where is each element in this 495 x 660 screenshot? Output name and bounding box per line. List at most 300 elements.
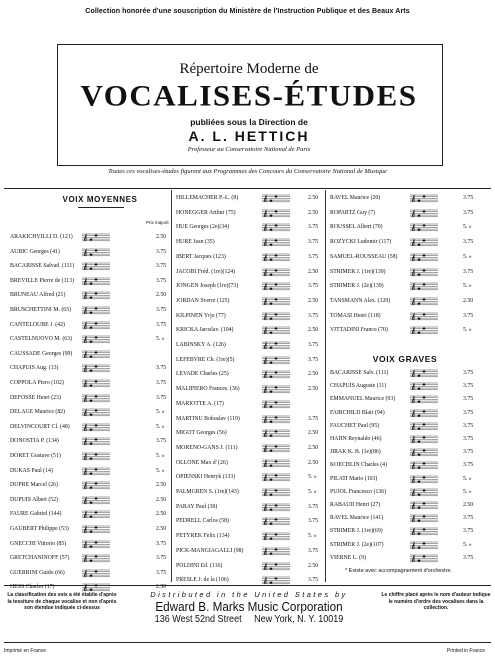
tessitura-staff-icon — [82, 277, 110, 286]
tessitura-staff-icon — [262, 547, 290, 556]
tessitura-staff-icon — [82, 452, 110, 461]
tessitura-staff-icon — [262, 576, 290, 585]
price: 3.75 — [156, 569, 167, 576]
tessitura-staff-icon — [410, 409, 438, 418]
composer-name: EMMANUEL Maurice (93) — [330, 396, 396, 403]
price: 3.75 — [308, 253, 319, 260]
price: 3.75 — [463, 528, 474, 535]
composer-name: GRETCHANINOFF (57) — [10, 555, 70, 562]
price: 3.75 — [156, 277, 167, 284]
list-item — [176, 443, 326, 454]
price: 2.50 — [156, 292, 167, 299]
composer-name: MARIOTTE A. (17) — [176, 400, 224, 407]
composer-name: RAVEL Maurice (20) — [330, 195, 381, 201]
price: 2.50 — [156, 496, 167, 503]
composer-name: KILPINEN Yrjo (77) — [176, 312, 226, 319]
price: 3.75 — [308, 415, 319, 422]
price: 3.75 — [463, 268, 474, 275]
list-item — [176, 325, 326, 336]
tessitura-staff-icon — [82, 335, 110, 344]
tessitura-staff-icon — [82, 394, 110, 403]
list-item — [176, 369, 326, 380]
price: 5. » — [463, 283, 472, 290]
tessitura-staff-icon — [410, 422, 438, 431]
composer-name: CANTELOUBE J. (42) — [10, 321, 65, 328]
list-item — [10, 539, 174, 550]
tessitura-staff-icon — [410, 501, 438, 510]
list-item — [330, 513, 481, 524]
price: 2.50 — [308, 386, 319, 393]
list-item — [10, 524, 174, 535]
list-item — [330, 394, 481, 405]
price: 3.75 — [463, 396, 474, 403]
composer-name: DUPRE Marcel (26) — [10, 482, 58, 489]
composer-name: AUBIC Georges (41) — [10, 248, 60, 255]
tessitura-staff-icon — [262, 282, 290, 291]
composer-name: CHAPUIS Auguste (11) — [330, 383, 387, 390]
list-item — [176, 252, 326, 263]
list-item — [330, 267, 481, 278]
composer-name: GUERRINI Guido (66) — [10, 569, 65, 576]
list-item — [10, 247, 174, 258]
price: 3.75 — [308, 239, 319, 246]
tessitura-staff-icon — [262, 488, 290, 497]
price: 2.50 — [463, 502, 474, 508]
list-item — [330, 368, 481, 379]
list-item — [330, 434, 481, 445]
price: 5. » — [156, 423, 165, 430]
list-item — [330, 208, 481, 219]
list-item — [176, 311, 326, 322]
price: 3.75 — [156, 321, 167, 328]
price: 5. » — [463, 327, 472, 334]
price: 2.50 — [308, 195, 319, 201]
price: 2.50 — [308, 209, 319, 216]
title-line-3: publiées sous la Direction de — [190, 117, 308, 127]
list-item — [10, 451, 174, 462]
list-item — [176, 281, 326, 292]
tessitura-staff-icon — [82, 540, 110, 549]
price: 5. » — [156, 453, 165, 459]
price: 2.50 — [156, 482, 167, 489]
list-item — [10, 553, 174, 564]
tessitura-staff-icon — [262, 223, 290, 232]
tessitura-staff-icon — [410, 514, 438, 523]
tessitura-staff-icon — [82, 321, 110, 330]
tessitura-staff-icon — [262, 209, 290, 218]
tessitura-staff-icon — [410, 268, 438, 277]
list-item — [10, 422, 174, 433]
list-item — [10, 480, 174, 491]
tessitura-staff-icon — [82, 408, 110, 417]
price: 3.75 — [463, 449, 474, 456]
list-item — [10, 495, 174, 506]
tessitura-staff-icon — [410, 435, 438, 444]
price: 5. » — [463, 475, 472, 482]
tessitura-staff-icon — [410, 326, 438, 335]
tessitura-staff-icon — [410, 297, 438, 306]
composer-name: DEFOSSE Henri (23) — [10, 394, 61, 401]
composer-name: PEDRELL Carlos (58) — [176, 518, 229, 525]
list-item — [176, 399, 326, 410]
composer-name: PARAY Paul (38) — [176, 503, 218, 510]
list-item — [330, 421, 481, 432]
tessitura-staff-icon — [82, 554, 110, 563]
list-item — [10, 334, 174, 345]
price: 3.75 — [156, 394, 167, 401]
composer-name: STRIMER J. (2e)(107) — [330, 541, 384, 548]
composer-name: MALIPIERO Frances. (36) — [176, 386, 240, 393]
tessitura-staff-icon — [410, 194, 438, 203]
composer-name: MIGOT Georges (56) — [176, 430, 227, 437]
tessitura-staff-icon — [82, 423, 110, 432]
tessitura-staff-icon — [410, 223, 438, 232]
price: 3.75 — [463, 554, 474, 561]
price: 3.75 — [463, 383, 474, 390]
price: 3.75 — [308, 356, 319, 363]
composer-name: BACARISSE Salvad. (111) — [10, 263, 75, 270]
printed-left: Imprimé en France — [4, 648, 46, 654]
composer-name: DELAGE Maurice (82) — [10, 409, 66, 416]
list-item — [330, 325, 481, 336]
list-item — [10, 378, 174, 389]
price: 3.75 — [463, 239, 474, 246]
heading-voix-graves: VOIX GRAVES — [372, 354, 438, 364]
price: 3.75 — [156, 365, 167, 372]
list-item — [330, 252, 481, 263]
tessitura-staff-icon — [262, 562, 290, 571]
price: 3.75 — [156, 263, 167, 270]
price: 2.50 — [308, 371, 319, 378]
composer-name: PRESLE J. de la (106) — [176, 577, 229, 584]
price: 2.50 — [308, 444, 319, 451]
composer-name: JIRAK K. B. (1e)(86) — [330, 449, 381, 456]
list-item — [176, 340, 326, 351]
composer-name: HESS Charles (17) — [10, 584, 55, 591]
price: 3.75 — [463, 422, 474, 429]
composer-name: JONGEN Joseph (1re)(73) — [176, 283, 239, 290]
heading-underline — [78, 207, 124, 208]
list-item — [10, 320, 174, 331]
list-item — [176, 296, 326, 307]
composer-name: JACOBI Fréd. (1re)(124) — [176, 268, 236, 275]
composer-name: DONOSTIA P. (134) — [10, 438, 59, 445]
price: 2.50 — [156, 511, 167, 518]
list-item — [176, 222, 326, 233]
composer-name: SAMUEL-ROUSSEAU (58) — [330, 253, 398, 260]
tessitura-staff-icon — [410, 448, 438, 457]
composer-name: LEVADE Charles (25) — [176, 371, 229, 378]
composer-name: DELVINCOURT Cl. (48) — [10, 423, 70, 430]
collection-note: Collection honorée d'une souscription du Ministère de l'Instruction Publique et des Beaux Arts — [85, 8, 410, 15]
tessitura-staff-icon — [262, 297, 290, 306]
tessitura-staff-icon — [410, 238, 438, 247]
list-item — [330, 447, 481, 458]
tessitura-staff-icon — [262, 473, 290, 482]
distributor-line: Distributed in the United States by — [150, 590, 348, 599]
price: 3.75 — [308, 518, 319, 525]
list-item — [176, 531, 326, 542]
list-item — [330, 237, 481, 248]
tessitura-staff-icon — [82, 496, 110, 505]
composer-name: VITTADINI Franco (70) — [330, 327, 388, 334]
top-rule — [4, 188, 491, 189]
tessitura-staff-icon — [410, 253, 438, 262]
composer-name: FAURE Gabriel (144) — [10, 511, 62, 518]
tessitura-staff-icon — [82, 379, 110, 388]
price: 3.75 — [463, 436, 474, 442]
tessitura-staff-icon — [262, 459, 290, 468]
tessitura-staff-icon — [410, 282, 438, 291]
program-note: Toutes ces vocalises-études figurent aux Programmes des Concours du Conservatoire National de Musique — [108, 168, 387, 175]
tessitura-staff-icon — [82, 481, 110, 490]
price: 3.75 — [463, 370, 474, 376]
price: 3.75 — [156, 438, 167, 445]
tessitura-staff-icon — [410, 369, 438, 378]
price: 3.75 — [463, 409, 474, 416]
list-item — [176, 428, 326, 439]
tessitura-staff-icon — [82, 306, 110, 315]
prix-majore-label: Prix majoré — [146, 220, 169, 225]
composer-name: ARAKICHVILLI D. (121) — [10, 234, 73, 240]
composer-name: PILATI Mario (103) — [330, 475, 378, 482]
composer-name: STRIMER J. (1re)(69) — [330, 528, 383, 535]
price: 5. » — [156, 336, 165, 343]
tessitura-staff-icon — [410, 488, 438, 497]
composer-name: POLDINI Ed. (116) — [176, 562, 223, 569]
list-item — [10, 466, 174, 477]
composer-name: STRIMER J. (2e)(139) — [330, 283, 384, 290]
price: 3.75 — [308, 503, 319, 510]
list-item — [176, 516, 326, 527]
page-title: VOCALISES-ÉTUDES — [80, 78, 418, 113]
composer-name: CHAPUIS Aug. (13) — [10, 365, 59, 372]
editor-name: A. L. HETTICH — [188, 128, 310, 144]
composer-name: GAUBERT Philippe (53) — [10, 526, 69, 532]
printed-right: Printed in France — [446, 648, 485, 654]
price: 2.50 — [156, 584, 167, 591]
tessitura-staff-icon — [262, 370, 290, 379]
price: 3.75 — [308, 283, 319, 290]
tessitura-staff-icon — [262, 238, 290, 247]
tessitura-staff-icon — [82, 510, 110, 519]
price: 3.75 — [308, 312, 319, 319]
price: 3.75 — [308, 224, 319, 231]
list-item — [176, 384, 326, 395]
list-item — [10, 290, 174, 301]
list-item — [176, 208, 326, 219]
company-address: 136 West 52nd Street New York, N. Y. 10019 — [154, 614, 344, 625]
price: 5. » — [308, 533, 317, 540]
price: 5. » — [463, 488, 472, 495]
list-item — [176, 472, 326, 483]
list-item — [330, 487, 481, 498]
list-item — [10, 568, 174, 579]
composer-name: HURE Jean (35) — [176, 239, 215, 246]
composer-name: TANSMANN Alex. (120) — [330, 297, 391, 304]
list-item — [330, 296, 481, 307]
price: 3.75 — [463, 515, 474, 522]
price: 3.75 — [156, 380, 167, 386]
composer-name: TOMASI Henri (118) — [330, 312, 381, 319]
tessitura-staff-icon — [82, 233, 110, 242]
list-item — [176, 355, 326, 366]
tessitura-staff-icon — [262, 385, 290, 394]
price: 5. » — [156, 467, 165, 474]
price: 3.75 — [156, 307, 167, 313]
composer-name: KOECHLIN Charles (4) — [330, 462, 387, 469]
composer-name: ROPARTZ Guy (7) — [330, 209, 376, 216]
composer-name: LEFEBVRE Ch. (1re)(5) — [176, 356, 235, 363]
list-item — [330, 193, 481, 204]
price: 2.50 — [308, 459, 319, 466]
price: 2.50 — [308, 327, 319, 334]
price: 2.50 — [308, 297, 319, 304]
tessitura-staff-icon — [82, 364, 110, 373]
price: 2.50 — [463, 297, 474, 304]
tessitura-staff-icon — [262, 326, 290, 335]
list-item — [10, 407, 174, 418]
heading-voix-moyennes: VOIX MOYENNES — [62, 195, 138, 204]
composer-name: BREVILLE Pierre de (113) — [10, 277, 75, 284]
tessitura-staff-icon — [410, 209, 438, 218]
footer-rule — [4, 642, 491, 643]
composer-name: HILLEMACHER P.-L. (8) — [176, 195, 239, 201]
editor-title: Professeur au Conservatoire National de Paris — [187, 146, 311, 153]
list-item — [10, 393, 174, 404]
composer-name: LABINSKY A. (126) — [176, 342, 226, 348]
list-item — [330, 553, 481, 564]
tessitura-staff-icon — [262, 503, 290, 512]
tessitura-staff-icon — [82, 262, 110, 271]
composer-name: ROZYCKI Ludomir (117) — [330, 239, 392, 246]
composer-name: ROUSSEL Albert (70) — [330, 224, 383, 231]
price: 2.50 — [308, 268, 319, 275]
list-item — [330, 460, 481, 471]
composer-name: BACARISSE Salv. (111) — [330, 370, 389, 376]
price: 3.75 — [463, 462, 474, 469]
list-item — [10, 436, 174, 447]
tessitura-staff-icon — [262, 429, 290, 438]
price: 2.50 — [156, 234, 167, 240]
price: 3.75 — [156, 555, 167, 562]
list-item — [330, 381, 481, 392]
composer-name: BRUSCHETTINI M. (65) — [10, 307, 72, 313]
list-item — [176, 561, 326, 572]
list-item — [330, 281, 481, 292]
composer-name: STRIMER J. (1re)(139) — [330, 268, 386, 275]
tessitura-staff-icon — [262, 415, 290, 424]
tessitura-staff-icon — [262, 444, 290, 453]
list-item — [10, 232, 174, 243]
list-item — [10, 276, 174, 287]
tessitura-staff-icon — [82, 248, 110, 257]
composer-name: BRUNEAU Alfred (21) — [10, 292, 66, 299]
list-item — [176, 487, 326, 498]
list-item — [176, 458, 326, 469]
tessitura-staff-icon — [82, 437, 110, 446]
composer-name: FAUCHET Paul (95) — [330, 422, 380, 429]
composer-name: FAIRCHILD Blair (94) — [330, 409, 385, 416]
composer-name: DUKAS Paul (14) — [10, 467, 53, 474]
price: 5. » — [308, 474, 317, 481]
composer-name: MARTINU Bohuslav (119) — [176, 415, 240, 422]
composer-name: OPIENSKI Henryk (133) — [176, 474, 236, 481]
price: 3.75 — [463, 209, 474, 216]
composer-name: JORDAN Sverre (125) — [176, 297, 230, 304]
composer-name: CASTELNUOVO M. (63) — [10, 336, 72, 343]
price: 3.75 — [463, 195, 474, 201]
company-name: Edward B. Marks Music Corporation — [155, 599, 343, 614]
composer-name: RABAUD Henri (27) — [330, 502, 381, 508]
classification-note: La classification des voix a été établie d'après la tessiture de chaque vocalise et non d'après son étendue indiquée ci-dessus — [7, 592, 117, 611]
tessitura-staff-icon — [410, 312, 438, 321]
composer-name: DORET Gustave (51) — [10, 453, 61, 459]
price: 3.75 — [308, 577, 319, 584]
tessitura-staff-icon — [262, 517, 290, 526]
tessitura-staff-icon — [410, 382, 438, 391]
list-item — [330, 500, 481, 511]
list-item — [10, 349, 174, 360]
composer-name: CAUSSADE Georges (99) — [10, 350, 73, 357]
list-item — [176, 193, 326, 204]
price: 3.75 — [463, 312, 474, 319]
composer-name: HUE Georges (2e)(34) — [176, 224, 230, 231]
tessitura-staff-icon — [410, 461, 438, 470]
composer-name: PICK-MANGIAGALLI (98) — [176, 547, 244, 554]
tessitura-staff-icon — [410, 541, 438, 550]
composer-name: RAVEL Maurice (141) — [330, 515, 384, 522]
composer-name: GNECCHI Vittorio (85) — [10, 540, 67, 547]
tessitura-staff-icon — [262, 194, 290, 203]
tessitura-staff-icon — [410, 554, 438, 563]
tessitura-staff-icon — [262, 341, 290, 350]
number-note: Le chiffre placé après le nom d'auteur indique le numéro d'ordre des vocalises dans la collection. — [381, 592, 491, 611]
tessitura-staff-icon — [410, 527, 438, 536]
tessitura-staff-icon — [82, 467, 110, 476]
composer-name: IBERT Jacques (123) — [176, 253, 226, 260]
tessitura-staff-icon — [410, 475, 438, 484]
tessitura-staff-icon — [262, 356, 290, 365]
tessitura-staff-icon — [82, 291, 110, 300]
list-item — [176, 502, 326, 513]
composer-name: PUJOL Francesco (136) — [330, 488, 387, 495]
composer-name: DUPUIS Albert (52) — [10, 496, 58, 503]
composer-name: PALMGREN S. (1re)(143) — [176, 489, 239, 495]
price: 5. » — [308, 489, 317, 495]
title-line-1: Répertoire Moderne de — [179, 61, 319, 77]
composer-name: KRICKA Jaroslav. (104) — [176, 327, 234, 334]
tessitura-staff-icon — [262, 532, 290, 541]
orchestra-footnote: * Existe avec accompagnement d'orchestre. — [345, 568, 453, 574]
list-item — [176, 575, 326, 586]
composer-name: OLLONE Max d' (26) — [176, 459, 228, 466]
price: 3.75 — [156, 248, 167, 255]
list-item — [176, 267, 326, 278]
list-item — [10, 305, 174, 316]
tessitura-staff-icon — [82, 569, 110, 578]
list-item — [330, 474, 481, 485]
tessitura-staff-icon — [410, 395, 438, 404]
price: 3.75 — [156, 540, 167, 547]
list-item — [176, 414, 326, 425]
composer-name: HAHN Reynaldo (46) — [330, 436, 382, 442]
composer-name: VIERNE L. (9) — [330, 554, 366, 561]
price: 2.50 — [156, 526, 167, 532]
list-item — [330, 222, 481, 233]
price: 2.50 — [308, 562, 319, 569]
list-item — [330, 408, 481, 419]
